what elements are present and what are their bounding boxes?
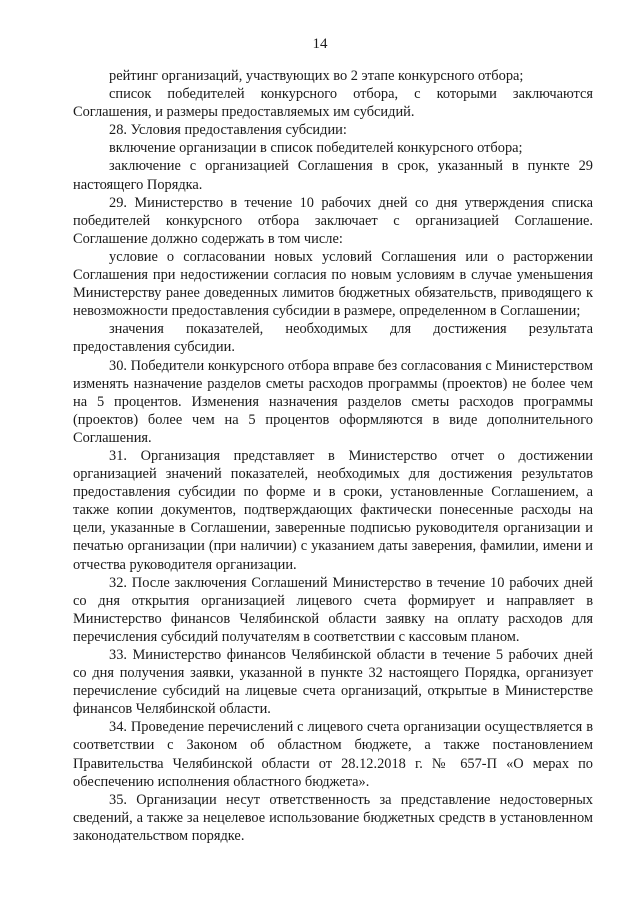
paragraph-35: 35. Организации несут ответственность за представление недостоверных сведений, а также за нецелевое использование бюджетных средств в установленном законодательством порядке. <box>73 791 593 844</box>
paragraph-ranking: рейтинг организаций, участвующих во 2 этапе конкурсного отбора; <box>109 68 524 84</box>
paragraph-29-condition-1: условие о согласовании новых условий Соглашения или о расторжении Соглашения при недостижении согласия по новым условиям в случае уменьшения Министерству ранее доведенных лимитов бюджетных обязательств, приводящего к невозможности предоставления субсидии в размере, определенном в Соглашении; <box>73 248 593 320</box>
paragraph-28-heading: 28. Условия предоставления субсидии: <box>109 122 347 139</box>
page-number: 14 <box>312 36 328 52</box>
paragraph-31: 31. Организация представляет в Министерство отчет о достижении организацией значений показателей, необходимых для достижения результатов предоставления субсидии по форме и в сроки, установленные Соглашением, а также копии документов, подтверждающих фактически понесенные расходы на цели, указанные в Соглашении, заверенные подписью руководителя организации и печатью организации (при наличии) с указанием даты заверения, фамилии, имени и отчества руководителя организации. <box>73 447 593 573</box>
paragraph-29: 29. Министерство в течение 10 рабочих дней со дня утверждения списка победителей конкурсного отбора заключает с организацией Соглашение. Соглашение должно содержать в том числе: <box>73 194 593 247</box>
paragraph-34: 34. Проведение перечислений с лицевого счета организации осуществляется в соответствии с Законом об областном бюджете, а также постановлением Правительства Челябинской области от 28.12.2018 г. № 657-П «О мерах по обеспечению исполнения областного бюджета». <box>73 719 593 790</box>
paragraph-28-condition-1: включение организации в список победителей конкурсного отбора; <box>109 140 523 157</box>
paragraph-33: 33. Министерство финансов Челябинской области в течение 5 рабочих дней со дня получения заявки, указанной в пункте 32 настоящего Порядка, организует перечисление субсидий на лицевые счета организаций, открытые в Министерстве финансов Челябинской области. <box>73 647 593 718</box>
paragraph-winners-list: список победителей конкурсного отбора, с которыми заключаются Соглашения, и размеры предоставляемых им субсидий. <box>73 86 593 121</box>
paragraph-32: 32. После заключения Соглашений Министерство в течение 10 рабочих дней со дня открытия организацией лицевого счета формирует и направляет в Министерство финансов Челябинской области заявку на оплату расходов для перечисления субсидий получателям в соответствии с кассовым планом. <box>73 574 593 645</box>
paragraph-28-condition-2: заключение с организацией Соглашения в срок, указанный в пункте 29 настоящего Порядка. <box>73 158 593 193</box>
document-body <box>73 67 593 845</box>
paragraph-30: 30. Победители конкурсного отбора вправе без согласования с Министерством изменять назначение разделов сметы расходов программы (проектов) не более чем на 5 процентов. Изменения назначения разделов сметы расходов программы (проектов) более чем на 5 процентов оформляются в виде дополнительного Соглашения. <box>73 357 593 446</box>
paragraph-29-condition-2: значения показателей, необходимых для достижения результата предоставления субсидии. <box>73 321 593 356</box>
